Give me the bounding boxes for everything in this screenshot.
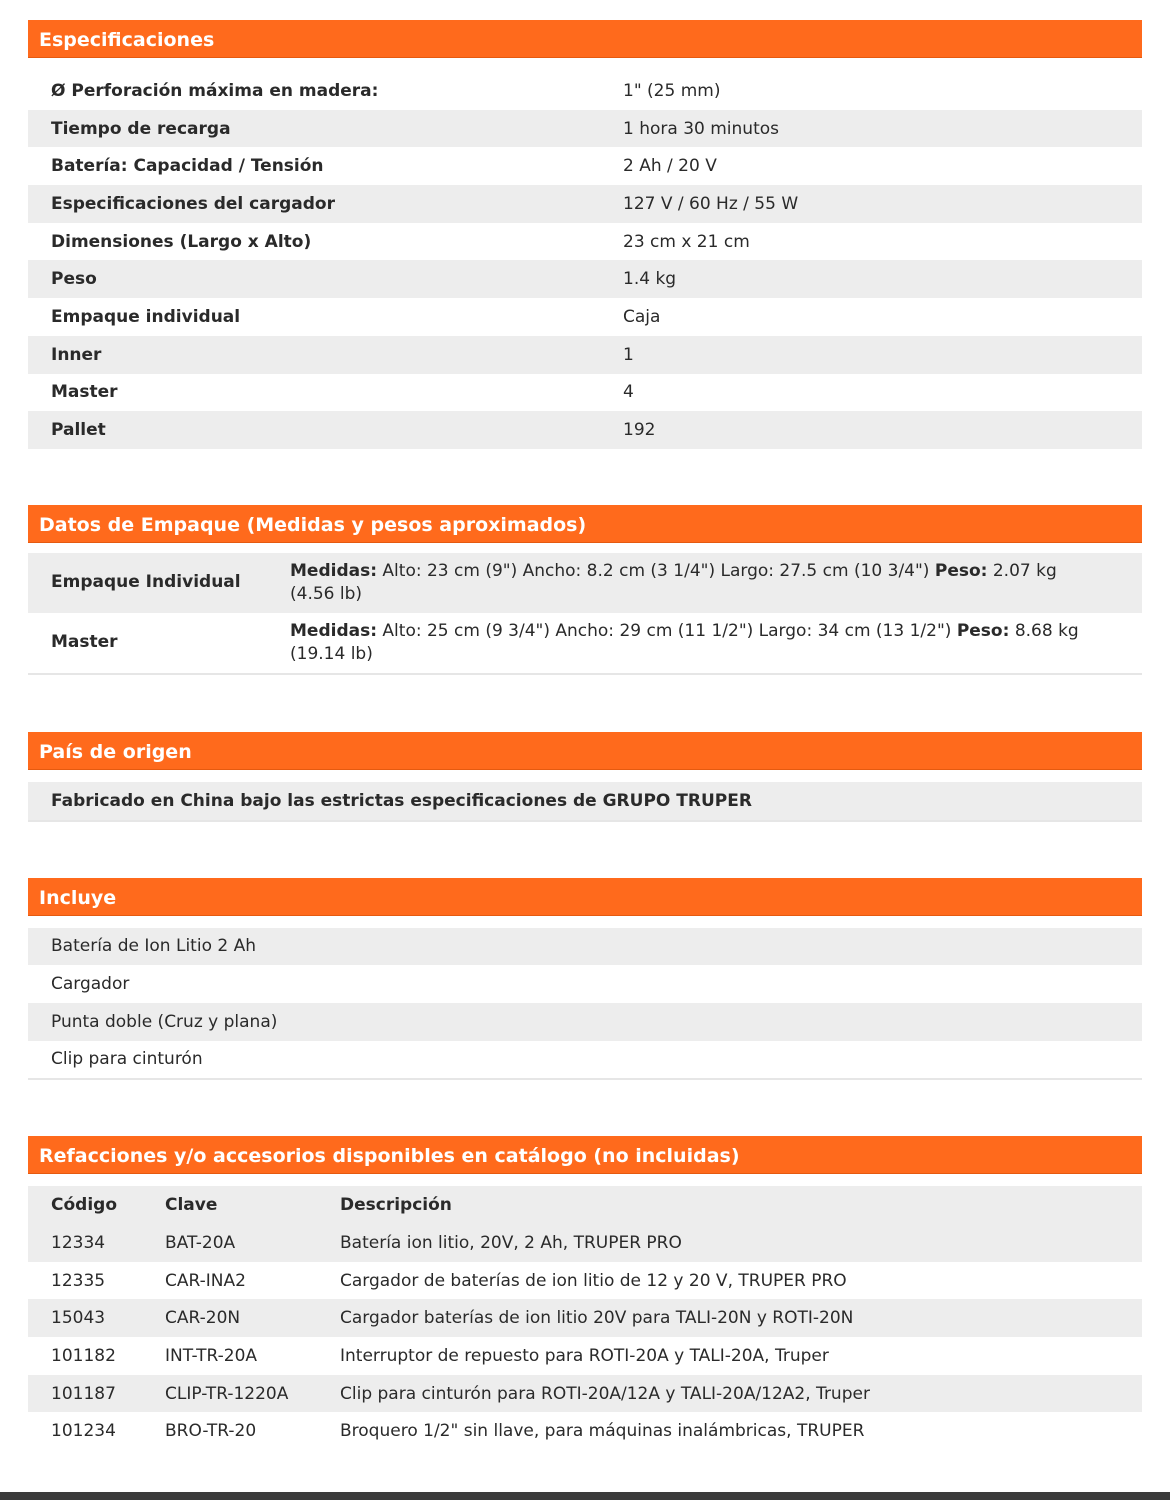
part-desc: Interruptor de repuesto para ROTI-20A y TALI-20A, Truper: [340, 1345, 829, 1366]
part-desc: Batería ion litio, 20V, 2 Ah, TRUPER PRO: [340, 1232, 682, 1253]
spec-row: [28, 374, 1142, 412]
spec-row: [28, 298, 1142, 336]
list-item: [28, 965, 1142, 1003]
parts-section: [28, 1136, 1142, 1450]
table-row: [28, 1262, 1142, 1300]
origin-row: [28, 782, 1142, 820]
packaging-label: Master: [51, 632, 118, 653]
spec-label: Inner: [51, 344, 102, 365]
table-row: [28, 1412, 1142, 1450]
part-code: 101187: [51, 1383, 116, 1404]
col-desc-header: Descripción: [340, 1195, 452, 1216]
spec-row: [28, 411, 1142, 449]
packaging-table: [28, 553, 1142, 675]
table-row: [28, 1299, 1142, 1337]
specs-section: [28, 20, 1142, 449]
spec-row: [28, 185, 1142, 223]
include-item: Batería de Ion Litio 2 Ah: [51, 936, 256, 957]
packaging-value: [290, 620, 1142, 666]
spec-label: Ø Perforación máxima en madera:: [51, 80, 379, 101]
spec-row: [28, 260, 1142, 298]
part-desc: Broquero 1/2" sin llave, para máquinas inalámbricas, TRUPER: [340, 1421, 865, 1442]
footer-bar: [0, 1492, 1170, 1500]
packaging-label: Empaque Individual: [51, 572, 241, 593]
measures-text: Alto: 25 cm (9 3/4") Ancho: 29 cm (11 1/2") Largo: 34 cm (13 1/2"): [382, 620, 952, 641]
specs-header: Especificaciones: [28, 20, 1142, 58]
part-code: 101234: [51, 1421, 116, 1442]
part-key: CAR-20N: [165, 1308, 241, 1329]
origin-section: [28, 732, 1142, 822]
spec-value: 127 V / 60 Hz / 55 W: [623, 193, 799, 214]
table-row: [28, 1375, 1142, 1413]
spec-row: [28, 336, 1142, 374]
spec-label: Peso: [51, 269, 97, 290]
weight-text: 2.07 kg (4.56 lb): [290, 560, 1057, 604]
weight-label: Peso:: [956, 620, 1010, 641]
parts-header: Refacciones y/o accesorios disponibles en catálogo (no incluidas): [28, 1136, 1142, 1174]
part-code: 12335: [51, 1270, 106, 1291]
part-code: 101182: [51, 1345, 116, 1366]
spec-label: Especificaciones del cargador: [51, 193, 335, 214]
spec-value: 1: [623, 344, 634, 365]
spec-value: 192: [623, 420, 656, 441]
origin-table: [28, 782, 1142, 822]
table-row: [28, 1224, 1142, 1262]
includes-list: [28, 928, 1142, 1081]
include-item: Punta doble (Cruz y plana): [51, 1011, 278, 1032]
packaging-section: [28, 505, 1142, 675]
spec-label: Master: [51, 382, 118, 403]
parts-table: [28, 1186, 1142, 1450]
spec-value: Caja: [623, 306, 661, 327]
part-code: 15043: [51, 1308, 106, 1329]
spec-value: 2 Ah / 20 V: [623, 156, 717, 177]
table-row: [28, 1337, 1142, 1375]
part-desc: Cargador baterías de ion litio 20V para TALI-20N y ROTI-20N: [340, 1308, 854, 1329]
packaging-row: [28, 553, 1142, 613]
spec-value: 1 hora 30 minutos: [623, 118, 779, 139]
parts-header-row: [28, 1186, 1142, 1224]
spec-label: Tiempo de recarga: [51, 118, 231, 139]
list-item: [28, 1041, 1142, 1079]
spec-row: [28, 223, 1142, 261]
spec-value: 1.4 kg: [623, 269, 677, 290]
spec-value: 23 cm x 21 cm: [623, 231, 750, 252]
measures-label: Medidas:: [290, 560, 378, 581]
part-key: CLIP-TR-1220A: [165, 1383, 289, 1404]
include-item: Clip para cinturón: [51, 1049, 203, 1070]
origin-header: País de origen: [28, 732, 1142, 770]
part-key: BAT-20A: [165, 1232, 236, 1253]
packaging-value: [290, 560, 1142, 606]
spec-label: Batería: Capacidad / Tensión: [51, 156, 324, 177]
product-sheet: [28, 20, 1142, 1450]
spec-label: Empaque individual: [51, 306, 241, 327]
part-key: INT-TR-20A: [165, 1345, 258, 1366]
origin-text: Fabricado en China bajo las estrictas especificaciones de GRUPO TRUPER: [51, 790, 752, 811]
specs-table: [28, 72, 1142, 449]
includes-section: [28, 878, 1142, 1081]
part-desc: Clip para cinturón para ROTI-20A/12A y TALI-20A/12A2, Truper: [340, 1383, 870, 1404]
spec-row: [28, 72, 1142, 110]
include-item: Cargador: [51, 974, 130, 995]
part-code: 12334: [51, 1232, 106, 1253]
weight-text: 8.68 kg (19.14 lb): [290, 620, 1079, 664]
spec-label: Pallet: [51, 420, 106, 441]
part-desc: Cargador de baterías de ion litio de 12 y 20 V, TRUPER PRO: [340, 1270, 847, 1291]
col-code-header: Código: [51, 1195, 117, 1216]
weight-label: Peso:: [934, 560, 988, 581]
measures-text: Alto: 23 cm (9") Ancho: 8.2 cm (3 1/4") Largo: 27.5 cm (10 3/4"): [382, 560, 930, 581]
part-key: CAR-INA2: [165, 1270, 246, 1291]
col-key-header: Clave: [165, 1195, 218, 1216]
spec-label: Dimensiones (Largo x Alto): [51, 231, 312, 252]
measures-label: Medidas:: [290, 620, 378, 641]
part-key: BRO-TR-20: [165, 1421, 257, 1442]
spec-value: 1" (25 mm): [623, 80, 721, 101]
list-item: [28, 928, 1142, 966]
spec-value: 4: [623, 382, 634, 403]
spec-row: [28, 147, 1142, 185]
includes-header: Incluye: [28, 878, 1142, 916]
spec-row: [28, 110, 1142, 148]
packaging-row: [28, 613, 1142, 673]
list-item: [28, 1003, 1142, 1041]
packaging-header: Datos de Empaque (Medidas y pesos aproximados): [28, 505, 1142, 543]
